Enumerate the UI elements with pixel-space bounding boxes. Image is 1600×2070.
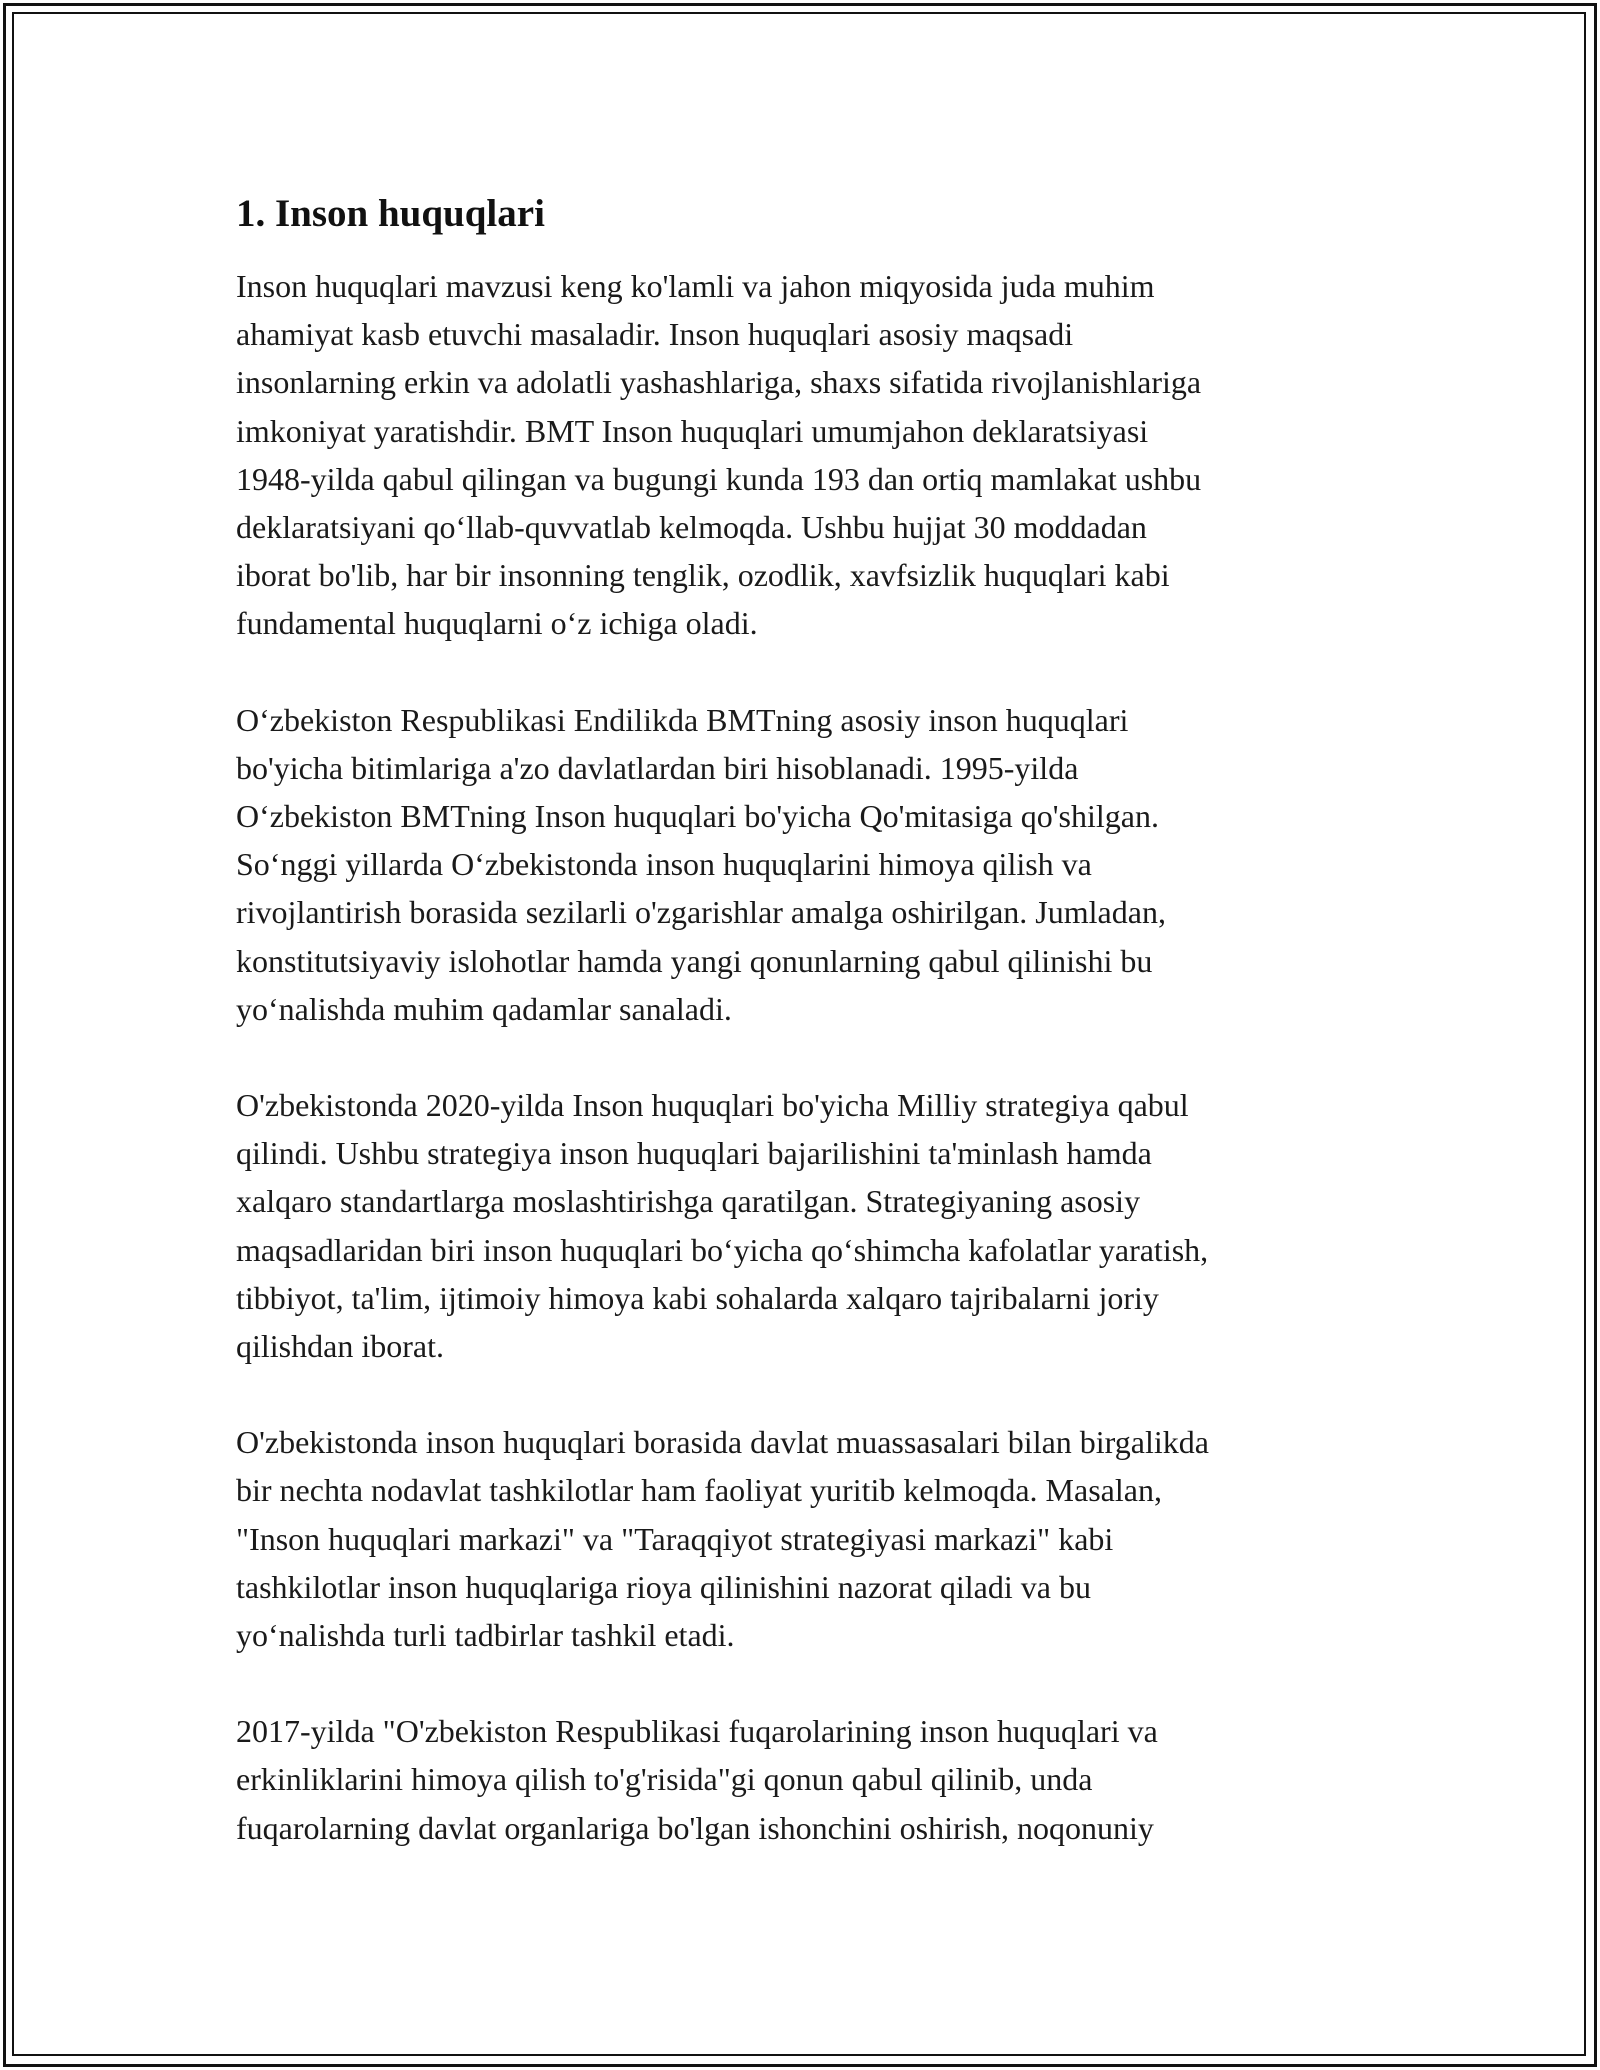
text-line: fundamental huquqlarni o‘z ichiga oladi.: [236, 605, 758, 642]
text-line: ahamiyat kasb etuvchi masaladir. Inson huquqlari asosiy maqsadi: [236, 316, 1074, 353]
text-line: "Inson huquqlari markazi" va "Taraqqiyot strategiyasi markazi" kabi: [236, 1520, 1114, 1557]
text-line: O‘zbekiston Respublikasi Endilikda BMTning asosiy inson huquqlari: [236, 701, 1129, 738]
text-line: So‘nggi yillarda O‘zbekistonda inson huquqlarini himoya qilish va: [236, 846, 1092, 883]
text-line: O'zbekistonda inson huquqlari borasida davlat muassasalari bilan birgalikda: [236, 1424, 1209, 1461]
text-line: 1948-yilda qabul qilingan va bugungi kunda 193 dan ortiq mamlakat ushbu: [236, 460, 1202, 497]
text-line: qilishdan iborat.: [236, 1328, 444, 1365]
text-line: maqsadlaridan biri inson huquqlari bo‘yicha qo‘shimcha kafolatlar yaratish,: [236, 1231, 1209, 1268]
text-line: konstitutsiyaviy islohotlar hamda yangi qonunlarning qabul qilinishi bu: [236, 942, 1153, 979]
text-line: qilindi. Ushbu strategiya inson huquqlari bajarilishini ta'minlash hamda: [236, 1135, 1152, 1172]
text-line: yo‘nalishda muhim qadamlar sanaladi.: [236, 990, 732, 1027]
text-line: deklaratsiyani qo‘llab-quvvatlab kelmoqda. Ushbu hujjat 30 moddadan: [236, 509, 1147, 546]
text-line: 2017-yilda "O'zbekiston Respublikasi fuqarolarining inson huquqlari va: [236, 1713, 1158, 1750]
text-line: erkinliklarini himoya qilish to'g'risida"gi qonun qabul qilinib, unda: [236, 1761, 1093, 1798]
text-line: yo‘nalishda turli tadbirlar tashkil etadi.: [236, 1617, 735, 1654]
paragraph-2: [236, 696, 1376, 1033]
paragraph-1: [236, 262, 1376, 648]
text-line: xalqaro standartlarga moslashtirishga qaratilgan. Strategiyaning asosiy: [236, 1183, 1141, 1220]
paragraph-4: [236, 1418, 1376, 1659]
paragraph-3: [236, 1081, 1376, 1370]
document-body: [236, 188, 1376, 1900]
text-line: fuqarolarning davlat organlariga bo'lgan ishonchini oshirish, noqonuniy: [236, 1809, 1154, 1846]
text-line: insonlarning erkin va adolatli yashashlariga, shaxs sifatida rivojlanishlariga: [236, 364, 1202, 401]
text-line: bo'yicha bitimlariga a'zo davlatlardan biri hisoblanadi. 1995-yilda: [236, 749, 1079, 786]
text-line: O‘zbekiston BMTning Inson huquqlari bo'yicha Qo'mitasiga qo'shilgan.: [236, 798, 1159, 835]
text-line: bir nechta nodavlat tashkilotlar ham faoliyat yuritib kelmoqda. Masalan,: [236, 1472, 1162, 1509]
text-line: tibbiyot, ta'lim, ijtimoiy himoya kabi sohalarda xalqaro tajribalarni joriy: [236, 1279, 1159, 1316]
text-line: O'zbekistonda 2020-yilda Inson huquqlari bo'yicha Milliy strategiya qabul: [236, 1087, 1189, 1124]
section-heading: 1. Inson huquqlari: [236, 192, 545, 235]
text-line: imkoniyat yaratishdir. BMT Inson huquqlari umumjahon deklaratsiyasi: [236, 412, 1149, 449]
paragraph-5: [236, 1707, 1376, 1852]
text-line: iborat bo'lib, har bir insonning tenglik, ozodlik, xavfsizlik huquqlari kabi: [236, 557, 1170, 594]
text-line: Inson huquqlari mavzusi keng ko'lamli va jahon miqyosida juda muhim: [236, 268, 1155, 304]
text-line: rivojlantirish borasida sezilarli o'zgarishlar amalga oshirilgan. Jumladan,: [236, 894, 1166, 931]
text-line: tashkilotlar inson huquqlariga rioya qilinishini nazorat qiladi va bu: [236, 1568, 1091, 1605]
